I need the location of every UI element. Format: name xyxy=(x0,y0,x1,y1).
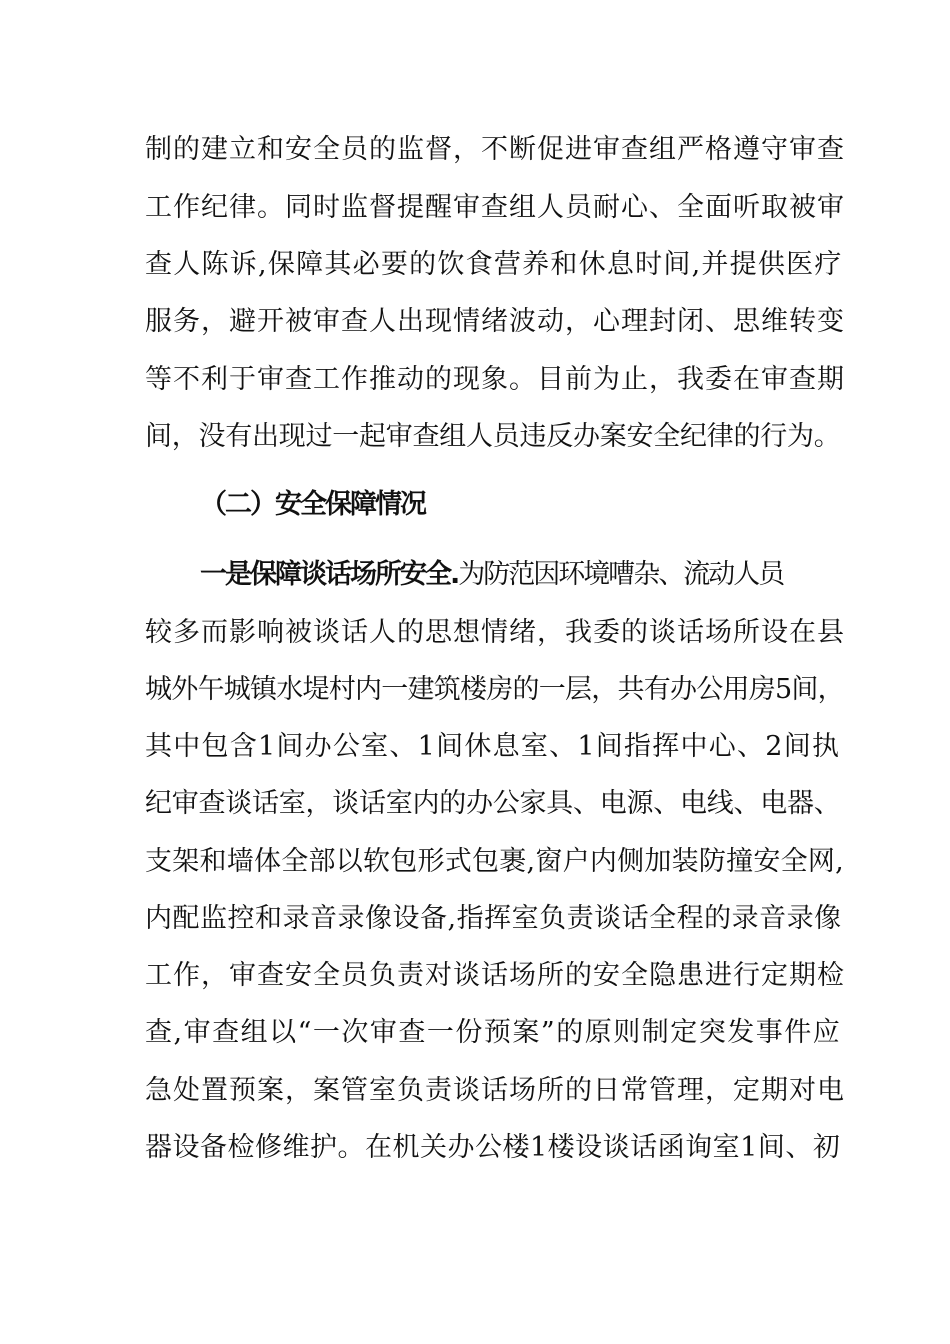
body-text-line: 纪审查谈话室，谈话室内的办公家具、电源、电线、电器、 xyxy=(145,788,841,819)
body-text-line: 查人陈诉,保障其必要的饮食营养和休息时间,并提供医疗 xyxy=(145,249,843,280)
body-text-line: 制的建立和安全员的监督，不断促进审查组严格遵守审查 xyxy=(145,134,845,165)
body-text-line: 查,审查组以“一次审查一份预案”的原则制定突发事件应 xyxy=(145,1017,842,1048)
lead-bold-text: 一是保障谈话场所安全. xyxy=(200,559,459,590)
body-text-line: 城外午城镇水堤村内一建筑楼房的一层，共有办公用房5间， xyxy=(145,674,844,705)
body-text-line: 支架和墙体全部以软包形式包裹,窗户内侧加装防撞安全网, xyxy=(145,846,844,877)
lead-rest-text: 为防范因环境嘈杂、流动人员 xyxy=(458,559,784,590)
body-text-line: 等不利于审查工作推动的现象。目前为止，我委在审查期 xyxy=(145,364,845,395)
body-text-line: 间，没有出现过一起审查组人员违反办案安全纪律的行为。 xyxy=(145,421,841,452)
paragraph-lead-line xyxy=(200,555,900,595)
body-text-line: 工作，审查安全员负责对谈话场所的安全隐患进行定期检 xyxy=(145,960,845,991)
body-text-line: 服务，避开被审查人出现情绪波动，心理封闭、思维转变 xyxy=(145,306,845,337)
body-text-line: 工作纪律。同时监督提醒审查组人员耐心、全面听取被审 xyxy=(145,192,845,223)
body-text-line: 较多而影响被谈话人的思想情绪，我委的谈话场所设在县 xyxy=(145,617,845,648)
body-text-line: 器设备检修维护。在机关办公楼1楼设谈话函询室1间、初 xyxy=(145,1132,841,1163)
body-text-line: 内配监控和录音录像设备,指挥室负责谈话全程的录音录像 xyxy=(145,903,842,934)
body-text-line: 其中包含1间办公室、1间休息室、1间指挥中心、2间执 xyxy=(145,731,841,762)
section-heading: （二）安全保障情况 xyxy=(200,489,425,520)
body-text-line: 急处置预案，案管室负责谈话场所的日常管理，定期对电 xyxy=(145,1075,845,1106)
